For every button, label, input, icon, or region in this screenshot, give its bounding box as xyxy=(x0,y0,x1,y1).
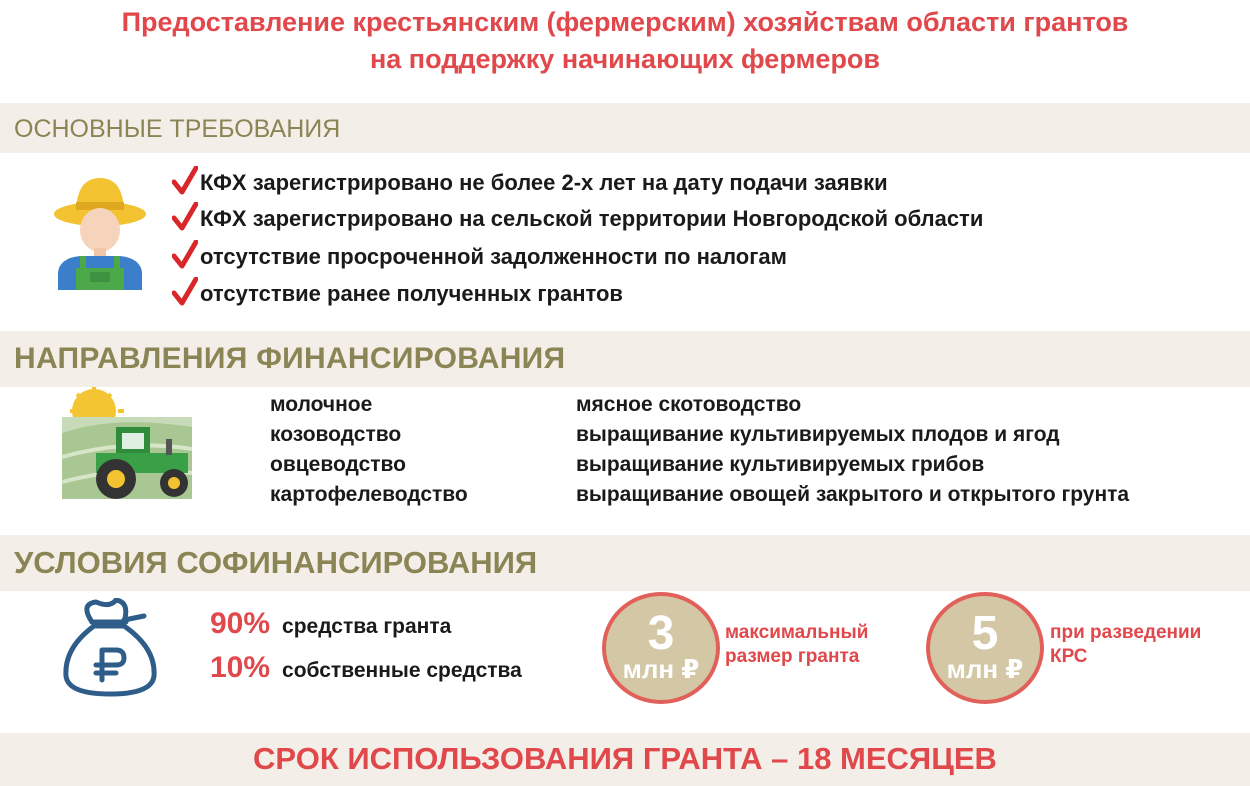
requirements-heading: ОСНОВНЫЕ ТРЕБОВАНИЯ xyxy=(14,115,341,143)
checkmark-icon xyxy=(172,240,198,270)
direction-item: овцеводство xyxy=(270,453,406,476)
coin-number: 5 xyxy=(971,607,999,660)
requirement-text: отсутствие ранее полученных грантов xyxy=(200,281,623,306)
percent-label: средства гранта xyxy=(282,615,452,638)
direction-item: выращивание овощей закрытого и открытого грунта xyxy=(576,483,1130,506)
checkmark-icon xyxy=(172,277,198,307)
direction-item: молочное xyxy=(270,393,373,416)
coin-note-line: размер гранта xyxy=(725,646,860,667)
title-line-2: на поддержку начинающих фермеров xyxy=(369,44,881,74)
coin-note-line: КРС xyxy=(1050,646,1088,667)
directions-band xyxy=(0,331,1250,387)
page-title xyxy=(0,4,1250,78)
cattle-grant-coin xyxy=(926,592,1044,704)
coin-note xyxy=(1050,621,1201,669)
percent-value: 10% xyxy=(210,651,271,684)
tractor-field-icon xyxy=(56,387,196,502)
cofinancing-band xyxy=(0,535,1250,591)
directions-right-column xyxy=(576,390,1129,510)
coin-number: 3 xyxy=(647,607,675,660)
percent-row xyxy=(210,607,451,641)
max-grant-coin xyxy=(602,592,720,704)
coin-note-line: максимальный xyxy=(725,622,869,643)
grant-term-text: СРОК ИСПОЛЬЗОВАНИЯ ГРАНТА – 18 МЕСЯЦЕВ xyxy=(253,741,997,776)
direction-item: мясное скотоводство xyxy=(576,393,802,416)
percent-label: собственные средства xyxy=(282,659,522,682)
coin-note xyxy=(725,621,868,669)
checkmark-icon xyxy=(172,202,198,232)
term-band xyxy=(0,733,1250,786)
cofinancing-heading: УСЛОВИЯ СОФИНАНСИРОВАНИЯ xyxy=(14,545,538,580)
directions-left-column xyxy=(270,390,468,510)
direction-item: козоводство xyxy=(270,423,402,446)
direction-item: выращивание культивируемых грибов xyxy=(576,453,985,476)
title-line-1: Предоставление крестьянским (фермерским) хозяйствам области грантов xyxy=(121,7,1129,37)
directions-heading: НАПРАВЛЕНИЯ ФИНАНСИРОВАНИЯ xyxy=(14,342,566,375)
farmer-icon xyxy=(50,172,150,290)
money-bag-ruble-icon xyxy=(62,598,160,698)
direction-item: выращивание культивируемых плодов и ягод xyxy=(576,423,1060,446)
requirement-text: КФХ зарегистрировано на сельской территории Новгородской области xyxy=(200,206,984,231)
checkmark-icon xyxy=(172,166,198,196)
direction-item: картофелеводство xyxy=(270,483,468,506)
coin-unit: млн ₽ xyxy=(946,654,1024,684)
coin-note-line: при разведении xyxy=(1050,622,1202,643)
requirement-text: отсутствие просроченной задолженности по налогам xyxy=(200,244,787,269)
percent-row xyxy=(210,651,522,685)
requirements-band xyxy=(0,103,1250,153)
coin-unit: млн ₽ xyxy=(622,654,700,684)
percent-value: 90% xyxy=(210,607,271,640)
requirement-text: КФХ зарегистрировано не более 2-х лет на дату подачи заявки xyxy=(200,170,888,195)
